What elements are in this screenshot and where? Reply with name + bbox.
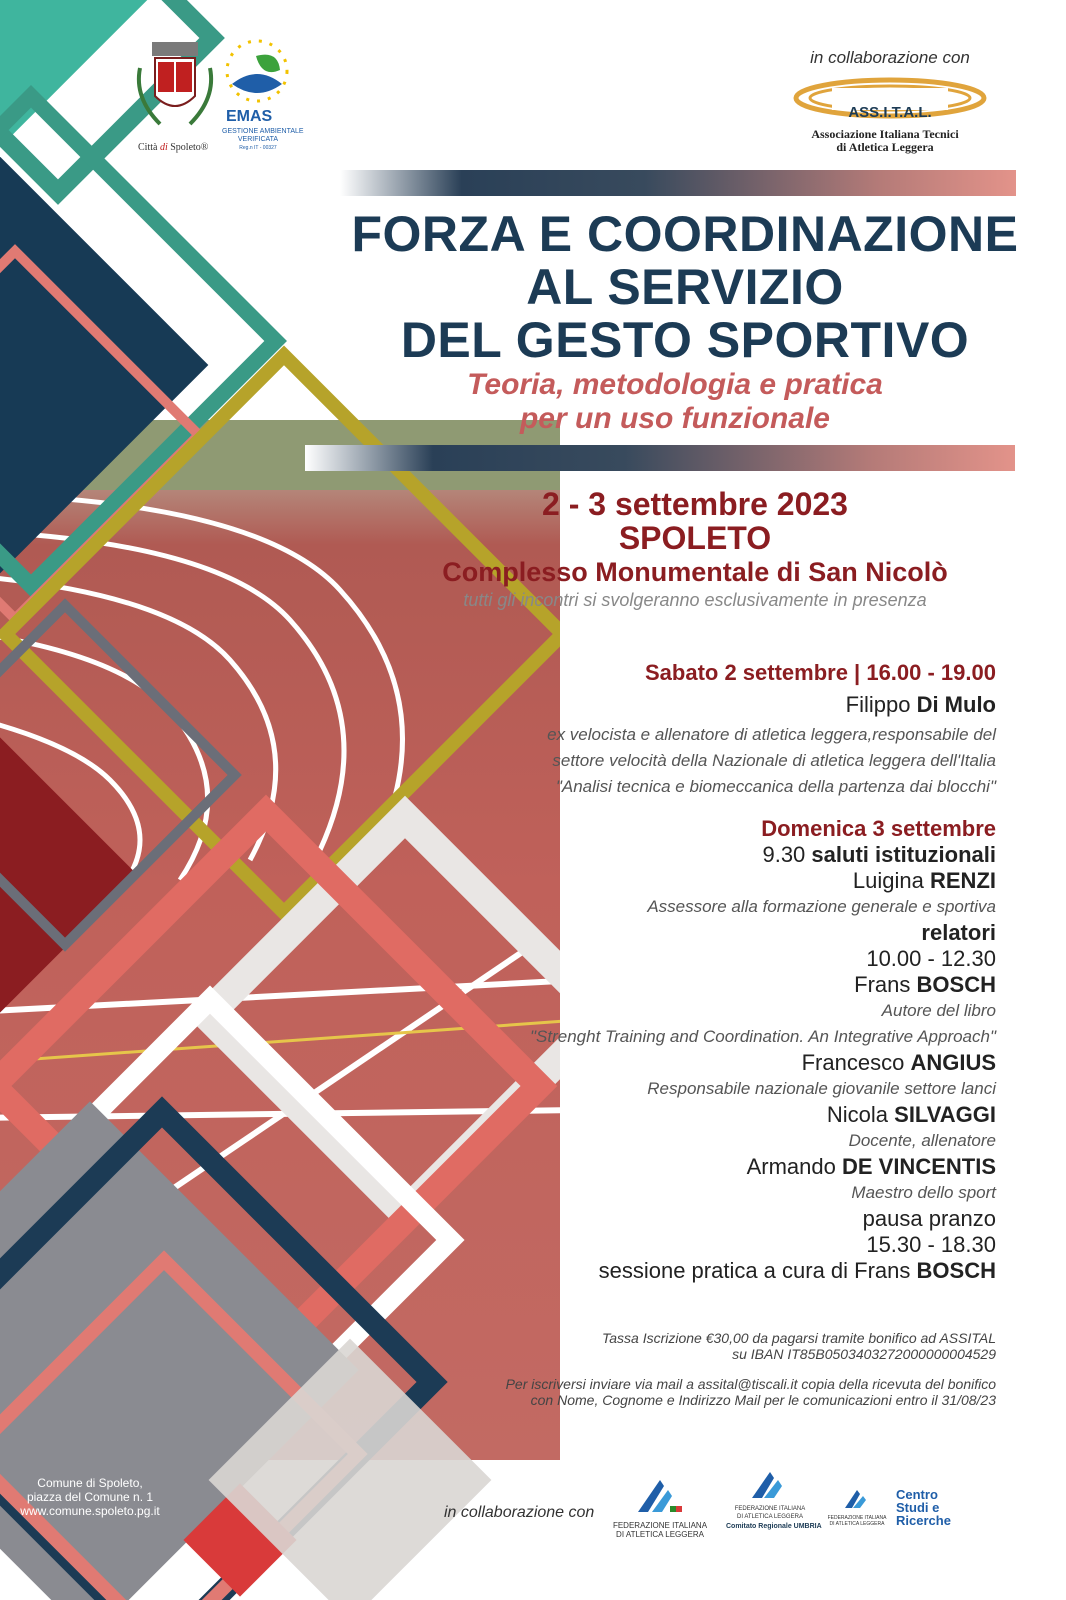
sunday-heading: Domenica 3 settembre [761,816,996,841]
speaker-angius: Francesco ANGIUS [801,1050,996,1075]
saturday-heading: Sabato 2 settembre | 16.00 - 19.00 [644,660,996,685]
centro-studi-logo: Centro Studi e Ricerche [896,1487,951,1528]
afternoon-time: 15.30 - 18.30 [866,1232,996,1257]
collab-top-label: in collaborazione con [810,48,970,67]
fidal-logo-3: FEDERAZIONE ITALIANA DI ATLETICA LEGGERA [822,1488,892,1527]
event-venue: Complesso Monumentale di San Nicolò [442,557,948,587]
event-city: SPOLETO [618,520,772,556]
practice-session: sessione pratica a cura di Frans BOSCH [598,1258,996,1283]
lunch-break: pausa pranzo [862,1206,996,1231]
speaker-devincentis: Armando DE VINCENTIS [746,1154,996,1179]
morning-time: 10.00 - 12.30 [866,946,996,971]
emas-subtitle: GESTIONE AMBIENTALE VERIFICATA Reg.n IT - 00327 [222,128,304,151]
greeting: 9.30 saluti istituzionali [762,842,996,867]
assital-logo-text: ASS.I.T.A.L. [848,104,932,121]
municipality-address: Comune di Spoleto, piazza del Comune n. 1 www.comune.spoleto.pg.it [10,1476,170,1518]
fidal-logo-1: FEDERAZIONE ITALIANA DI ATLETICA LEGGERA [604,1476,716,1539]
relatori-label: relatori [921,920,996,945]
collab-bottom-label: in collaborazione con [444,1504,595,1521]
subtitle: Teoria, metodologia e pratica per un uso funzionale [467,368,883,435]
speaker-silvaggi: Nicola SILVAGGI [826,1102,996,1127]
emas-logo [222,36,292,106]
registration-info: Per iscriversi inviare via mail a assital@tiscali.it copia della ricevuta del bonifico con Nome, Cognome e Indirizzo Mail per le comunicazioni entro il 31/08/23 [505,1376,996,1408]
event-dates: 2 - 3 settembre 2023 [542,486,848,522]
assital-name: Associazione Italiana Tecnici di Atletica Leggera [811,127,959,154]
speaker-renzi: Luigina RENZI [852,868,996,893]
sunday-section: Domenica 3 settembre 9.30 saluti istituzionali Luigina RENZI Assessore alla formazione generale e sportiva relatori 10.00 - 12.30 Frans BOSCH Autore del libro "Strenght Training and Coordination. An Integrative Approach" Francesco ANGIUS Responsabile nazionale giovanile settore lanci Nicola SILVAGGI Docente, allenatore Armando DE VINCENTIS Maestro dello sport pausa pranzo 15.30 - 18.30 sessione pratica a cura di Frans BOSCH [530,816,996,1283]
fidal-logo-umbria: FEDERAZIONE ITALIANA DI ATLETICA LEGGERA Comitato Regionale UMBRIA [726,1470,814,1533]
speaker-bosch: Frans BOSCH [854,972,996,997]
fee-info: Tassa Iscrizione €30,00 da pagarsi tramite bonifico ad ASSITAL su IBAN IT85B0503403272000000004529 [601,1330,996,1362]
main-title: FORZA E COORDINAZIONE AL SERVIZIO DEL GESTO SPORTIVO [351,206,1019,368]
city-label: Città di Spoleto® [138,142,209,153]
title-bar-bottom [305,445,1015,471]
emas-title: EMAS [226,108,273,125]
speaker-dimulo: Filippo Di Mulo [845,692,996,717]
municipality-website[interactable]: www.comune.spoleto.pg.it [20,1504,160,1518]
spoleto-coat-of-arms [130,38,220,138]
event-note: tutti gli incontri si svolgeranno esclusivamente in presenza [463,590,927,610]
title-bar-top [340,170,1016,196]
saturday-section: Sabato 2 settembre | 16.00 - 19.00 Filippo Di Mulo ex velocista e allenatore di atletica leggera,responsabile del settore velocità della Nazionale di atletica leggera dell'Italia "Analisi tecnica e biomeccanica della partenza dai blocchi" [547,660,996,796]
